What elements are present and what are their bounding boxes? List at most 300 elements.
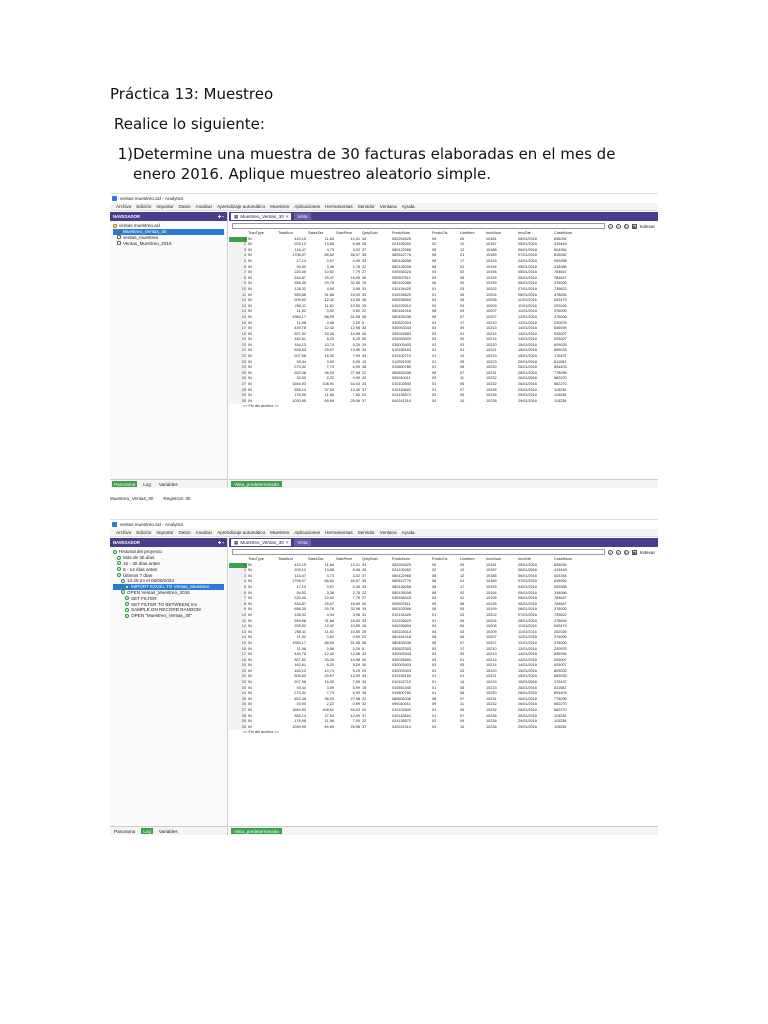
table-cell: 29,76 — [324, 281, 334, 286]
menu-item[interactable]: Analizar — [195, 204, 213, 209]
table-cell: IN — [248, 719, 252, 724]
table-cell: 030024683 — [392, 331, 412, 336]
table-cell: 16,00 — [350, 292, 360, 297]
table-cell: 11/01/2016 — [518, 298, 537, 303]
table-cell: 16,30 — [324, 680, 334, 685]
table-cell: 209,12 — [294, 568, 306, 573]
table-cell: 06/01/2016 — [518, 607, 538, 612]
table-cell: 010102710 — [392, 354, 412, 359]
table-cell: 11,84 — [324, 562, 334, 567]
table-cell: 1706,07 — [292, 253, 306, 258]
log-entry[interactable] — [113, 613, 224, 619]
table-cell: 562270 — [554, 702, 567, 707]
view-tab[interactable] — [231, 213, 291, 220]
table-cell: 419449 — [554, 242, 567, 247]
table-cell: 33 — [362, 652, 367, 657]
table-cell: 35 — [362, 579, 367, 584]
table-cell: 12,42 — [324, 326, 334, 331]
table-cell: 12/01/2016 — [518, 640, 538, 645]
navigator-header — [110, 212, 227, 221]
table-cell: 220,05 — [294, 270, 306, 275]
table-cell: 01 — [432, 348, 437, 353]
menu-item[interactable]: Aplicaciones — [294, 530, 321, 535]
table-cell: 06 — [460, 298, 465, 303]
table-cell: 010102840 — [392, 382, 412, 387]
table-icon — [117, 230, 121, 234]
table-cell: 11,61 — [324, 629, 334, 634]
table-cell: 10231 — [486, 370, 497, 375]
table-cell: 080126008 — [392, 264, 412, 269]
menu-item[interactable]: Ayuda — [401, 530, 415, 535]
column-header[interactable]: SalesTax — [308, 557, 324, 561]
table-cell: 16 — [362, 624, 367, 629]
row-number: 15 — [229, 641, 247, 647]
menu-item[interactable]: Muestreo — [270, 204, 290, 209]
table-cell: 559,68 — [294, 292, 306, 297]
filter-history-icon[interactable]: ↻ — [624, 224, 628, 229]
table-cell: 555,14 — [294, 713, 306, 718]
table-cell: 2,22 — [326, 702, 334, 707]
column-header[interactable]: InvcNum — [486, 557, 501, 561]
table-cell: 27,98 — [350, 370, 360, 375]
table-cell: 33,26 — [324, 331, 334, 336]
table-cell: 33 — [362, 618, 367, 623]
menu-item[interactable]: Ventana — [379, 530, 397, 535]
column-header[interactable]: ProdcCls — [432, 557, 448, 561]
table-cell: IN — [248, 292, 252, 297]
index-label[interactable]: Indexar — [639, 223, 655, 229]
end-of-file-text: << Fin del archivo >> — [243, 404, 279, 409]
tree-item[interactable] — [113, 240, 224, 246]
table-cell: 478694 — [554, 618, 567, 623]
filter-history-icon[interactable]: ↻ — [624, 550, 628, 555]
table-cell: 10213 — [486, 326, 497, 331]
data-grid — [229, 231, 658, 408]
menu-item[interactable]: Archivo — [116, 204, 132, 209]
view-tab-secondary[interactable]: Vista — [294, 539, 310, 546]
close-icon[interactable]: × — [285, 214, 289, 219]
log-entry-label: Historial del proyecto — [119, 549, 162, 555]
table-cell: 652,48 — [294, 370, 306, 375]
menu-item[interactable]: Importar — [156, 530, 174, 535]
table-cell: 10230 — [486, 691, 497, 696]
filter-input[interactable] — [232, 223, 605, 229]
table-cell: 10231 — [486, 696, 497, 701]
tree-item-label: ventas_muestreo — [123, 234, 159, 240]
close-icon[interactable]: × — [285, 540, 289, 545]
table-cell: 0,49 — [352, 258, 360, 263]
table-cell: 7,50 — [352, 719, 360, 724]
table-cell: 010134420 — [392, 286, 412, 291]
tab-log[interactable]: Log — [143, 481, 151, 487]
table-cell: 05/01/2016 — [518, 568, 538, 573]
row-number: 19 — [229, 337, 247, 343]
menu-item[interactable]: Importar — [156, 204, 174, 209]
navigator-label: NAVEGADOR — [113, 214, 140, 219]
log-entry-label: SET FILTER TO BETWEEN( Inv — [131, 601, 198, 607]
table-cell: 230575 — [554, 320, 567, 325]
table-cell: 22 — [362, 696, 367, 701]
navigator-pin-icon[interactable]: ✚ ▪ — [217, 540, 224, 545]
table-cell: 652,48 — [294, 696, 306, 701]
table-cell: 925007 — [554, 337, 567, 342]
end-of-file-text: << Fin del archivo >> — [243, 730, 279, 735]
table-cell: 7,99 — [352, 680, 360, 685]
default-view-button[interactable]: Vista_predeterminada — [231, 828, 282, 834]
view-tab-secondary[interactable]: Vista — [294, 213, 310, 220]
table-cell: 10213 — [486, 652, 497, 657]
table-cell: 15/01/2016 — [518, 674, 538, 679]
table-cell: 16,99 — [350, 601, 360, 606]
menu-item[interactable]: Servidor — [357, 204, 375, 209]
table-cell: 10214 — [486, 337, 497, 342]
table-cell: 030003403 — [392, 668, 412, 673]
table-cell: 27,98 — [350, 696, 360, 701]
columns-icon[interactable]: ▦ — [632, 224, 636, 229]
column-header[interactable]: LineItem — [460, 231, 475, 235]
row-number: 9 — [229, 607, 247, 613]
table-cell: 507,52 — [294, 657, 306, 662]
row-number: 5 — [229, 585, 247, 591]
table-cell: 31,68 — [324, 618, 334, 623]
table-cell: 080453436 — [392, 314, 412, 319]
table-cell: 03 — [432, 270, 437, 275]
clear-filter-icon[interactable]: × — [617, 224, 620, 229]
filter-input[interactable] — [232, 549, 605, 555]
table-cell: 34 — [362, 674, 367, 679]
log-entry-label: 13.28.24 el 06/08/2024 — [127, 578, 175, 584]
column-header[interactable]: CustnNum — [554, 557, 572, 561]
table-cell: 040223014 — [392, 629, 412, 634]
table-cell: 02 — [460, 264, 465, 269]
table-cell: IN — [248, 607, 252, 612]
table-cell: IN — [248, 618, 252, 623]
tab-panorama[interactable]: Panorama — [114, 481, 136, 487]
table-cell: 010551340 — [392, 359, 412, 364]
column-header[interactable]: ProdcCls — [432, 231, 448, 235]
column-header[interactable]: QntySold — [362, 557, 378, 561]
table-cell: 19 — [362, 281, 367, 286]
table-cell: 17 — [460, 584, 465, 589]
table-cell: 030003343 — [392, 326, 412, 331]
table-cell: 10195 — [486, 275, 497, 280]
table-cell: IN — [248, 652, 252, 657]
menu-item[interactable]: Edición — [136, 204, 152, 209]
menu-item[interactable]: Servidor — [357, 530, 375, 535]
menu-item[interactable]: Aprendizaje automático — [217, 530, 266, 535]
table-cell: 05 — [432, 236, 437, 241]
table-cell: 7,73 — [326, 365, 334, 370]
column-header[interactable]: SalePrice — [336, 557, 353, 561]
table-cell: IN — [248, 387, 252, 392]
table-cell: IN — [248, 281, 252, 286]
log-entry-label: Últimos 7 días — [123, 572, 153, 578]
table-cell: 5,29 — [352, 663, 360, 668]
column-header[interactable]: ProdcNum — [392, 231, 410, 235]
table-cell: 08 — [432, 635, 437, 640]
column-header[interactable]: QntySold — [362, 231, 378, 235]
table-cell: IN — [248, 393, 252, 398]
table-cell: 05/01/2016 — [518, 562, 538, 567]
table-cell: 7,99 — [352, 354, 360, 359]
table-cell: 06/01/2016 — [518, 247, 538, 252]
table-cell: 080512776 — [392, 579, 412, 584]
table-cell: 04 — [432, 398, 437, 403]
table-cell: 40 — [362, 657, 367, 662]
table-cell: 36,93 — [324, 696, 334, 701]
table-cell: 01 — [432, 674, 437, 679]
menu-bar — [110, 529, 658, 537]
table-cell: IN — [248, 258, 252, 263]
index-label[interactable]: Indexar — [639, 549, 655, 555]
columns-icon[interactable]: ▦ — [632, 550, 636, 555]
table-cell: 10209 — [486, 303, 497, 308]
table-cell: 04 — [432, 624, 437, 629]
table-cell: 925007 — [554, 657, 567, 662]
table-cell: 10238 — [486, 393, 497, 398]
table-cell: 829025 — [554, 668, 567, 673]
table-cell: 34 — [362, 354, 367, 359]
navigator-pin-icon[interactable]: ✚ ▪ — [217, 214, 224, 219]
row-number: 1 — [229, 563, 247, 569]
table-cell: 080126058 — [392, 584, 412, 589]
table-cell: 29/01/2016 — [518, 398, 538, 403]
table-cell: 10232 — [486, 376, 497, 381]
table-cell: 04 — [432, 629, 437, 634]
check-icon — [113, 550, 117, 554]
table-cell: 10 — [460, 398, 465, 403]
table-cell: 10,55 — [350, 298, 360, 303]
table-cell: 080122968 — [392, 573, 412, 578]
column-header[interactable]: TranType — [248, 231, 264, 235]
table-cell: 040223014 — [392, 303, 412, 308]
table-cell: 30 — [362, 601, 367, 606]
table-cell: 02 — [460, 270, 465, 275]
default-view-button[interactable]: Vista_predeterminada — [231, 481, 282, 487]
table-cell: 88,59 — [324, 314, 334, 319]
table-cell: IN — [248, 264, 252, 269]
table-cell: 14,98 — [350, 331, 360, 336]
table-cell: 29,76 — [324, 607, 334, 612]
table-cell: 08 — [432, 264, 437, 269]
row-number: 4 — [229, 579, 247, 585]
table-cell: 1960,17 — [292, 314, 306, 319]
row-number: 29 — [229, 719, 247, 725]
row-number: 19 — [229, 663, 247, 669]
column-header[interactable]: TranType — [248, 557, 264, 561]
table-cell: 02 — [432, 719, 437, 724]
table-cell: 10232 — [486, 702, 497, 707]
row-number: 8 — [229, 276, 247, 282]
apply-filter-icon[interactable]: ✓ — [608, 550, 612, 555]
table-cell: 02 — [432, 242, 437, 247]
column-header[interactable]: ProdcNum — [392, 557, 410, 561]
table-cell: 69,69 — [324, 398, 334, 403]
table-cell: 10181 — [486, 562, 497, 567]
table-cell: 10232 — [486, 382, 497, 387]
table-cell: 176,96 — [294, 719, 306, 724]
table-cell: 176437 — [554, 354, 567, 359]
table-cell: 06 — [432, 281, 437, 286]
table-cell: 778095 — [554, 696, 567, 701]
table-cell: 0,49 — [352, 584, 360, 589]
clear-filter-icon[interactable]: × — [617, 550, 620, 555]
table-cell: 273,32 — [294, 691, 306, 696]
table-cell: 030003403 — [392, 342, 412, 347]
column-header[interactable]: TotalAmt — [278, 557, 293, 561]
menu-item[interactable]: Datos — [178, 204, 191, 209]
view-tab[interactable] — [231, 539, 291, 546]
row-number: 10 — [229, 287, 247, 293]
table-cell: 5,29 — [352, 668, 360, 673]
check-icon — [121, 590, 125, 594]
table-cell: IN — [248, 601, 252, 606]
table-cell: 10193 — [486, 258, 497, 263]
table-cell: 836094 — [554, 562, 567, 567]
tab-log[interactable]: Log — [143, 828, 151, 834]
menu-item[interactable]: Datos — [178, 530, 191, 535]
column-header[interactable]: LineItem — [460, 557, 475, 561]
menu-item[interactable]: Aprendizaje automático — [217, 204, 266, 209]
table-cell: 504354 — [554, 573, 567, 578]
table-cell: IN — [248, 348, 252, 353]
table-cell: IN — [248, 331, 252, 336]
table-cell: 01 — [432, 691, 437, 696]
table-cell: 10209 — [486, 629, 497, 634]
menu-item[interactable]: Ventana — [379, 204, 397, 209]
table-cell: 08 — [460, 601, 465, 606]
menu-item[interactable]: Aplicaciones — [294, 204, 321, 209]
table-cell: 202026 — [554, 629, 567, 634]
table-cell: 01 — [432, 387, 437, 392]
row-number: 26 — [229, 702, 247, 708]
row-number: 1 — [229, 237, 247, 243]
table-cell: 01 — [460, 579, 465, 584]
table-icon — [117, 241, 121, 245]
table-cell: 3,02 — [352, 247, 360, 252]
table-cell: 116,47 — [294, 247, 306, 252]
table-cell: IN — [248, 236, 252, 241]
table-cell: IN — [248, 270, 252, 275]
table-cell: 419449 — [554, 568, 567, 573]
table-cell: 10195 — [486, 596, 497, 601]
menu-item[interactable]: Muestreo — [270, 530, 290, 535]
table-cell: 10,55 — [350, 624, 360, 629]
table-cell: 26/01/2016 — [518, 365, 538, 370]
table-cell: 05 — [460, 685, 465, 690]
column-header[interactable]: InvcDte — [518, 557, 531, 561]
log-entry-label: OPEN Ventas_Muestreo_2016 — [127, 589, 190, 595]
table-cell: 11,96 — [324, 719, 334, 724]
table-cell: 090398 — [554, 258, 567, 263]
menu-item[interactable]: Archivo — [116, 530, 132, 535]
table-cell: 7,79 — [352, 270, 360, 275]
table-cell: 10238 — [486, 398, 497, 403]
table-cell: 08 — [432, 584, 437, 589]
row-number: 14 — [229, 635, 247, 641]
project-tree — [110, 221, 227, 248]
table-cell: 08 — [432, 640, 437, 645]
status-table: Muestreo_Ventas_30 — [110, 496, 154, 501]
table-cell: 108,91 — [322, 708, 334, 713]
row-number: 22 — [229, 354, 247, 360]
tab-panorama[interactable]: Panorama — [114, 828, 136, 834]
table-cell: 04 — [432, 298, 437, 303]
apply-filter-icon[interactable]: ✓ — [608, 224, 612, 229]
table-cell: 08 — [432, 696, 437, 701]
table-cell: IN — [248, 247, 252, 252]
tab-variables[interactable]: Variables — [158, 481, 178, 487]
table-cell: 534,87 — [294, 275, 306, 280]
table-cell: 08 — [432, 258, 437, 263]
table-cell: 420,15 — [294, 236, 306, 241]
column-header[interactable]: SalePrice — [336, 231, 353, 235]
column-header[interactable]: InvcNum — [486, 231, 501, 235]
table-cell: 2,78 — [352, 590, 360, 595]
tab-variables[interactable]: Variables — [158, 828, 178, 834]
table-cell: 052204525 — [392, 562, 412, 567]
menu-item[interactable]: Ayuda — [401, 204, 415, 209]
column-header[interactable]: TotalAmt — [278, 231, 293, 235]
table-cell: 207,96 — [294, 354, 306, 359]
table-cell: 08 — [460, 275, 465, 280]
table-cell: 12,01 — [350, 236, 360, 241]
row-number: 17 — [229, 326, 247, 332]
table-cell: 080126058 — [392, 258, 412, 263]
log-entry-label: 8 - 14 días antes — [123, 566, 158, 572]
table-cell: 080161018 — [392, 309, 412, 314]
table-cell: 46,07 — [350, 579, 360, 584]
table-cell: 05/01/2016 — [518, 236, 538, 241]
row-number: 17 — [229, 652, 247, 658]
table-cell: 10188 — [486, 247, 497, 252]
table-cell: 94,52 — [296, 590, 306, 595]
table-cell: 07/01/2016 — [518, 579, 538, 584]
column-header[interactable]: CustnNum — [554, 231, 572, 235]
view-tabs — [229, 212, 658, 221]
column-header[interactable]: InvcDte — [518, 231, 531, 235]
table-cell: 115236 — [554, 713, 567, 718]
table-cell: 030003403 — [392, 337, 412, 342]
menu-item[interactable]: Analizar — [195, 530, 213, 535]
table-cell: 25,98 — [350, 398, 360, 403]
table-cell: 12,98 — [350, 652, 360, 657]
table-cell: 05 — [460, 281, 465, 286]
table-cell: 09 — [460, 326, 465, 331]
table-cell: IN — [248, 398, 252, 403]
table-cell: 376005 — [554, 309, 567, 314]
table-cell: 10230 — [486, 365, 497, 370]
table-cell: 05/01/2016 — [518, 590, 538, 595]
table-cell: 15/01/2016 — [518, 348, 538, 353]
column-header[interactable]: SalesTax — [308, 231, 324, 235]
filter-toolbar — [229, 221, 658, 231]
table-cell: 10194 — [486, 264, 497, 269]
table-cell: 869033 — [554, 674, 567, 679]
table-cell: 03 — [432, 596, 437, 601]
exercise-item-number: 1) — [117, 145, 133, 163]
row-number: 18 — [229, 658, 247, 664]
table-cell: 14,98 — [350, 657, 360, 662]
menu-item[interactable]: Herramientas — [325, 530, 353, 535]
row-number: 28 — [229, 388, 247, 394]
menu-item[interactable]: Herramientas — [325, 204, 353, 209]
table-cell: 01 — [432, 685, 437, 690]
table-cell: 08 — [432, 253, 437, 258]
table-cell: 0,97 — [326, 258, 334, 263]
menu-item[interactable]: Edición — [136, 530, 152, 535]
table-cell: 6,99 — [352, 365, 360, 370]
